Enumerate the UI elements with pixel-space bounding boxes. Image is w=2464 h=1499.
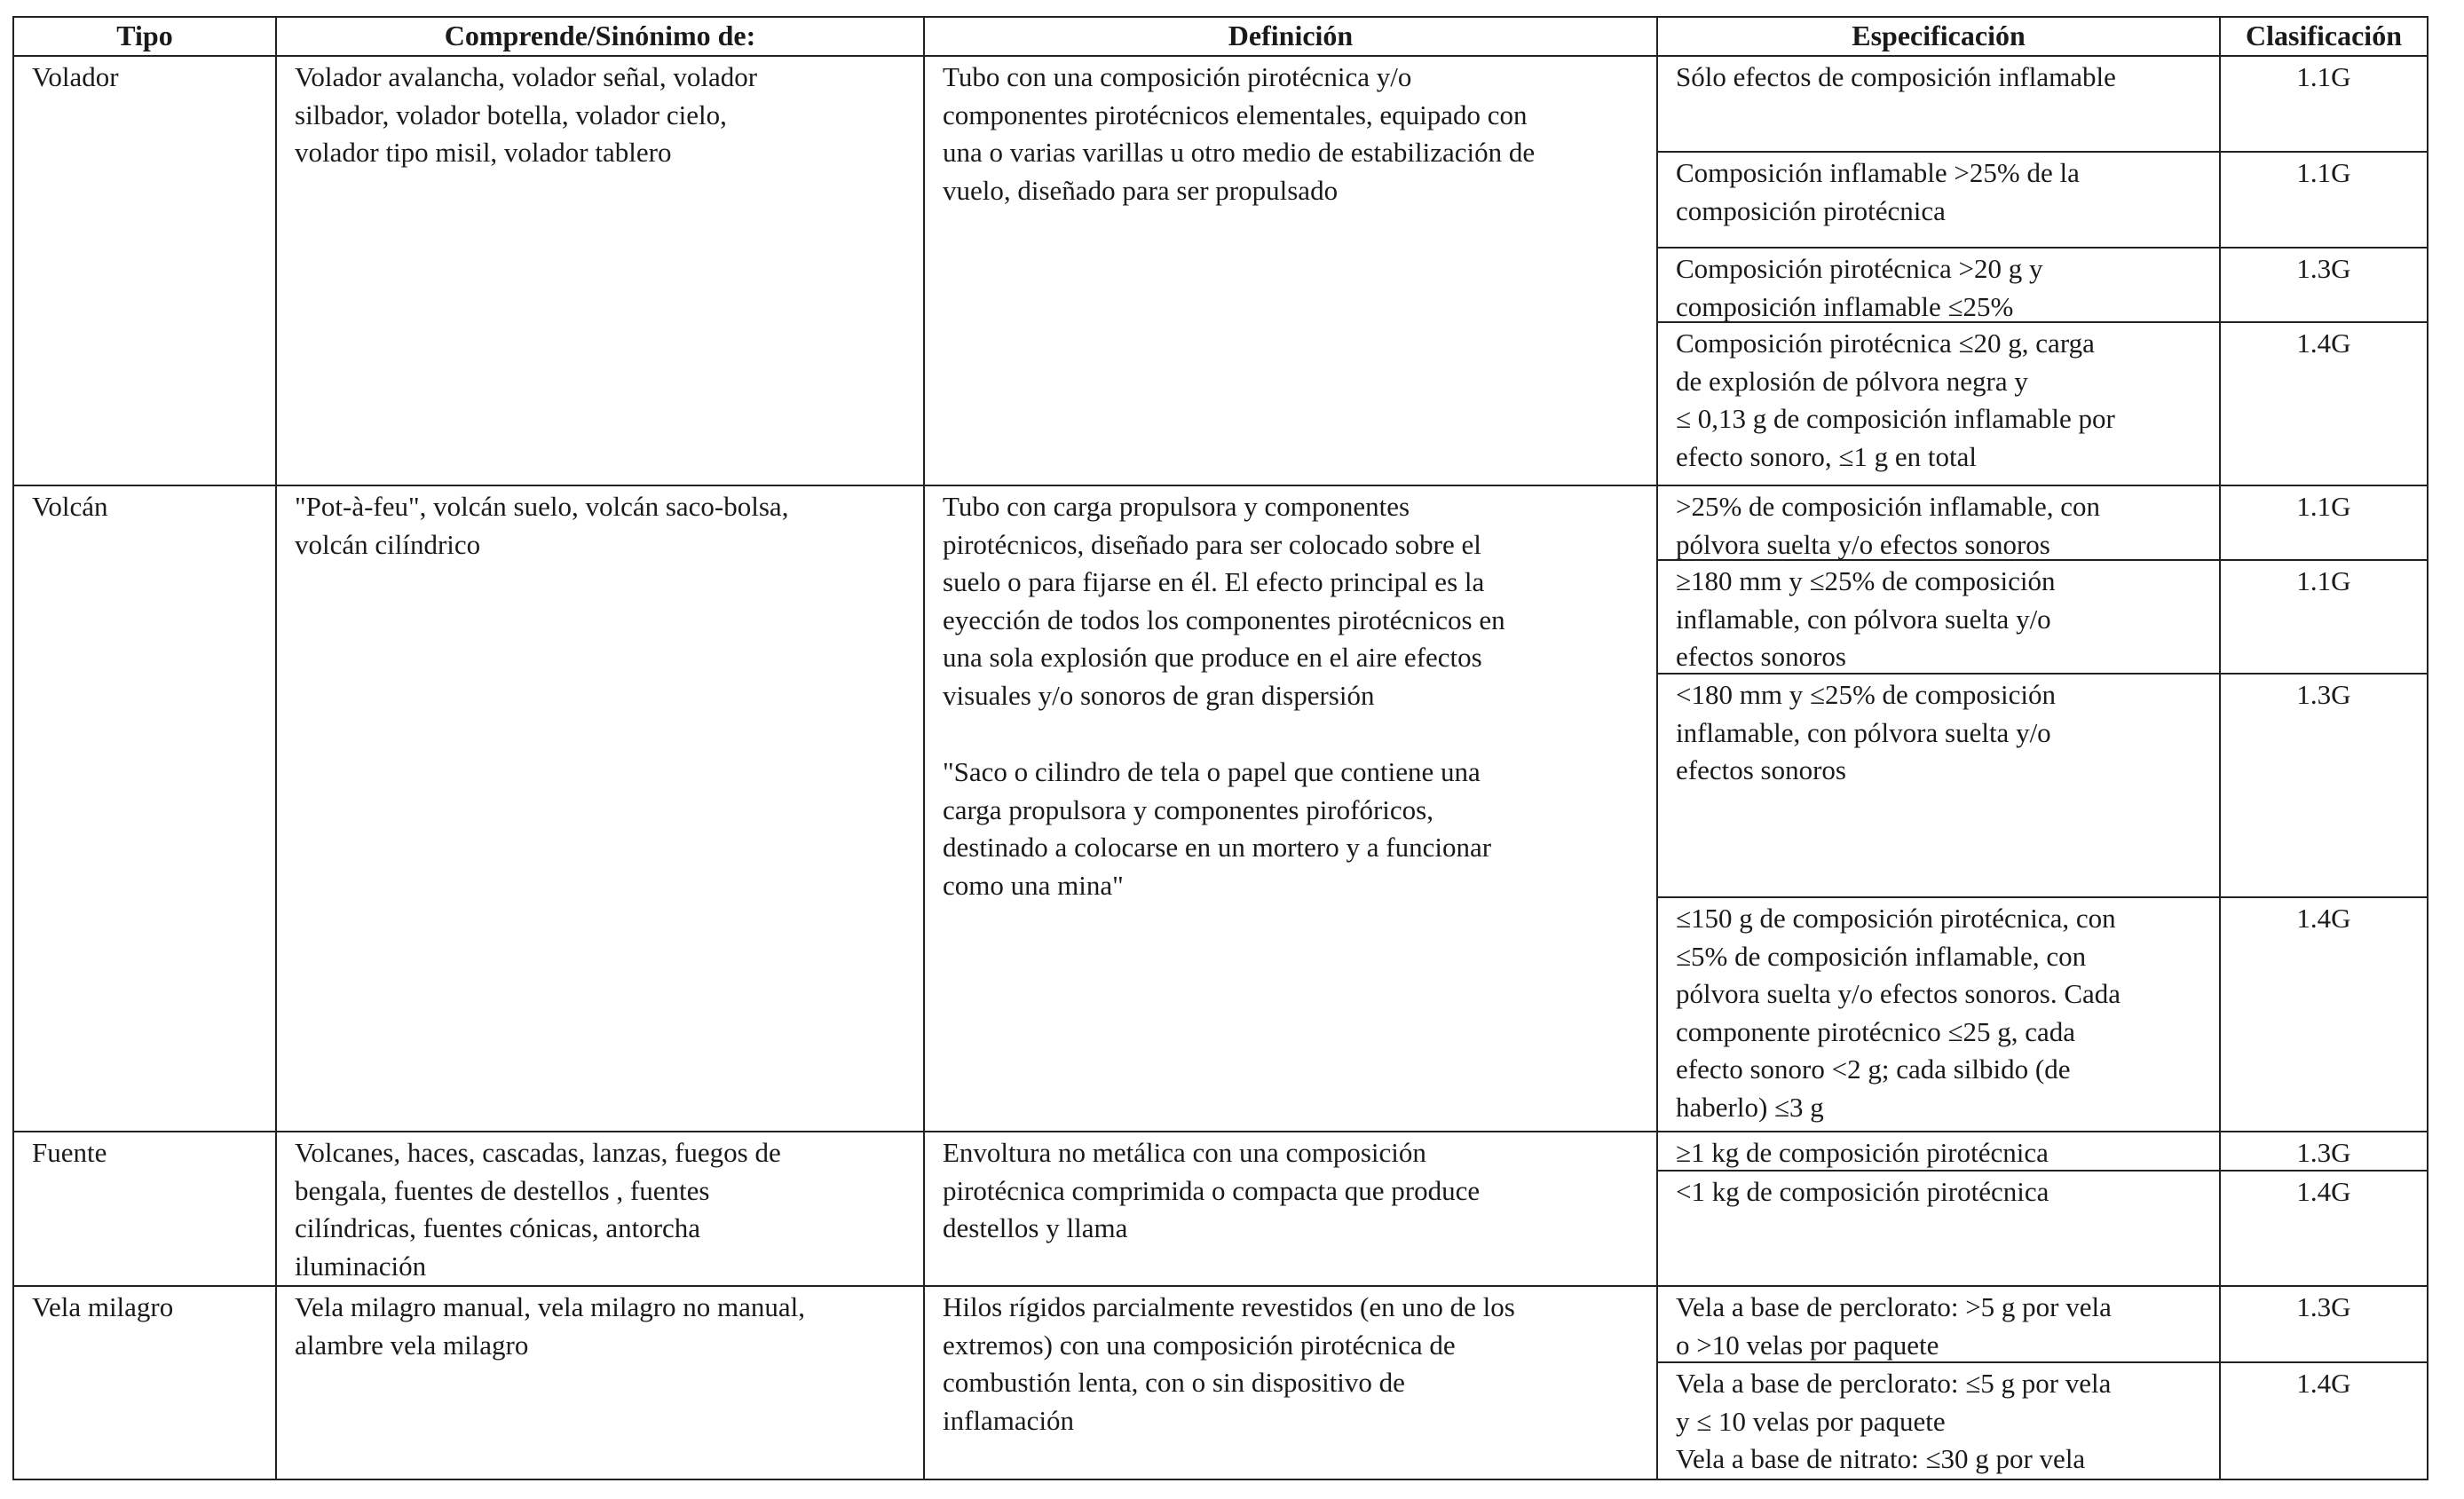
class-value: 1.4G: [2296, 327, 2351, 359]
cell-clasificacion: [2220, 1132, 2428, 1286]
cell-clasificacion: [2220, 485, 2428, 1132]
spec-item: Sólo efectos de composición inflamable: [1658, 57, 2219, 153]
table-row-volador: [13, 56, 2428, 485]
definicion-quote: "Saco o cilindro de tela o papel que contiene una carga propulsora y componentes pirofóricos, destinado a colocarse en un mortero y a funcionar como una mina": [943, 756, 1492, 901]
class-value: 1.1G: [2221, 153, 2427, 249]
cell-especificacion: [1657, 1286, 2220, 1479]
header-row: [13, 17, 2428, 56]
class-value: 1.4G: [2296, 903, 2351, 934]
cell-clasificacion: [2220, 1286, 2428, 1479]
cell-definicion: [924, 1286, 1657, 1479]
spec-item: ≤150 g de composición pirotécnica, con ≤5% de composición inflamable, con pólvora suelta y/o efectos sonoros. Cada componente pirotécnico ≤25 g, cada efecto sonoro <2 g; cada silbido (de haberlo) ≤3 g: [1676, 903, 2121, 1123]
cell-especificacion: [1657, 1132, 2220, 1286]
class-value: 1.3G: [2221, 249, 2427, 323]
spec-item: Composición inflamable >25% de la composición pirotécnica: [1658, 153, 2219, 249]
spec-item: <180 mm y ≤25% de composición inflamable, con pólvora suelta y/o efectos sonoros: [1658, 675, 2219, 898]
table-row-volcan: [13, 485, 2428, 1132]
class-value: 1.1G: [2221, 561, 2427, 675]
definicion-text: Envoltura no metálica con una composición pirotécnica comprimida o compacta que produce destellos y llama: [943, 1137, 1481, 1243]
cell-especificacion: [1657, 56, 2220, 485]
class-value: 1.4G: [2296, 1176, 2351, 1207]
spec-item: >25% de composición inflamable, con pólvora suelta y/o efectos sonoros: [1658, 486, 2219, 561]
cell-especificacion: [1657, 485, 2220, 1132]
cell-tipo: Fuente: [13, 1132, 276, 1286]
cell-comprende: "Pot-à-feu", volcán suelo, volcán saco-bolsa, volcán cilíndrico: [276, 485, 924, 1132]
cell-comprende: Volador avalancha, volador señal, volador silbador, volador botella, volador cielo, volador tipo misil, volador tablero: [276, 56, 924, 485]
cell-definicion: [924, 1132, 1657, 1286]
class-value: 1.1G: [2221, 486, 2427, 561]
class-value: 1.3G: [2221, 1132, 2427, 1172]
spec-item: Composición pirotécnica >20 g y composición inflamable ≤25%: [1658, 249, 2219, 323]
cell-comprende: Vela milagro manual, vela milagro no manual, alambre vela milagro: [276, 1286, 924, 1479]
spec-item: <1 kg de composición pirotécnica: [1676, 1176, 2049, 1207]
spec-item: Vela a base de perclorato: ≤5 g por vela y ≤ 10 velas por paquete Vela a base de nitrato: ≤30 g por vela: [1676, 1368, 2112, 1474]
table-row-fuente: [13, 1132, 2428, 1286]
class-value: 1.4G: [2296, 1368, 2351, 1399]
cell-tipo: Volador: [13, 56, 276, 485]
classification-document: [12, 16, 2427, 1480]
header-tipo: Tipo: [13, 17, 276, 56]
header-comprende: Comprende/Sinónimo de:: [276, 17, 924, 56]
definicion-text: Tubo con carga propulsora y componentes pirotécnicos, diseñado para ser colocado sobre el suelo o para fijarse en él. El efecto principal es la eyección de todos los componentes pirotécnicos en una sola explosión que produce en el aire efectos visuales y/o sonoros de gran dispersión: [943, 491, 1505, 711]
cell-tipo: Volcán: [13, 485, 276, 1132]
cell-definicion: [924, 485, 1657, 1132]
definicion-text: Tubo con una composición pirotécnica y/o componentes pirotécnicos elementales, equipado con una o varias varillas u otro medio de estabilización de vuelo, diseñado para ser propulsado: [943, 61, 1536, 206]
class-value: 1.3G: [2221, 1287, 2427, 1363]
class-value: 1.3G: [2221, 675, 2427, 898]
spec-item: ≥1 kg de composición pirotécnica: [1658, 1132, 2219, 1172]
definicion-text: Hilos rígidos parcialmente revestidos (en uno de los extremos) con una composición pirotécnica de combustión lenta, con o sin dispositivo de inflamación: [943, 1291, 1515, 1436]
cell-tipo: Vela milagro: [13, 1286, 276, 1479]
spec-item: Vela a base de perclorato: >5 g por vela o >10 velas por paquete: [1658, 1287, 2219, 1363]
cell-definicion: [924, 56, 1657, 485]
header-definicion: Definición: [924, 17, 1657, 56]
header-especificacion: Especificación: [1657, 17, 2220, 56]
header-clasificacion: Clasificación: [2220, 17, 2428, 56]
table-row-vela-milagro: [13, 1286, 2428, 1479]
class-value: 1.1G: [2221, 57, 2427, 153]
cell-clasificacion: [2220, 56, 2428, 485]
fireworks-classification-table: [12, 16, 2428, 1480]
spec-item: ≥180 mm y ≤25% de composición inflamable, con pólvora suelta y/o efectos sonoros: [1658, 561, 2219, 675]
spec-item: Composición pirotécnica ≤20 g, carga de explosión de pólvora negra y ≤ 0,13 g de composición inflamable por efecto sonoro, ≤1 g en total: [1676, 327, 2115, 472]
cell-comprende: Volcanes, haces, cascadas, lanzas, fuegos de bengala, fuentes de destellos , fuentes cilíndricas, fuentes cónicas, antorcha iluminación: [276, 1132, 924, 1286]
